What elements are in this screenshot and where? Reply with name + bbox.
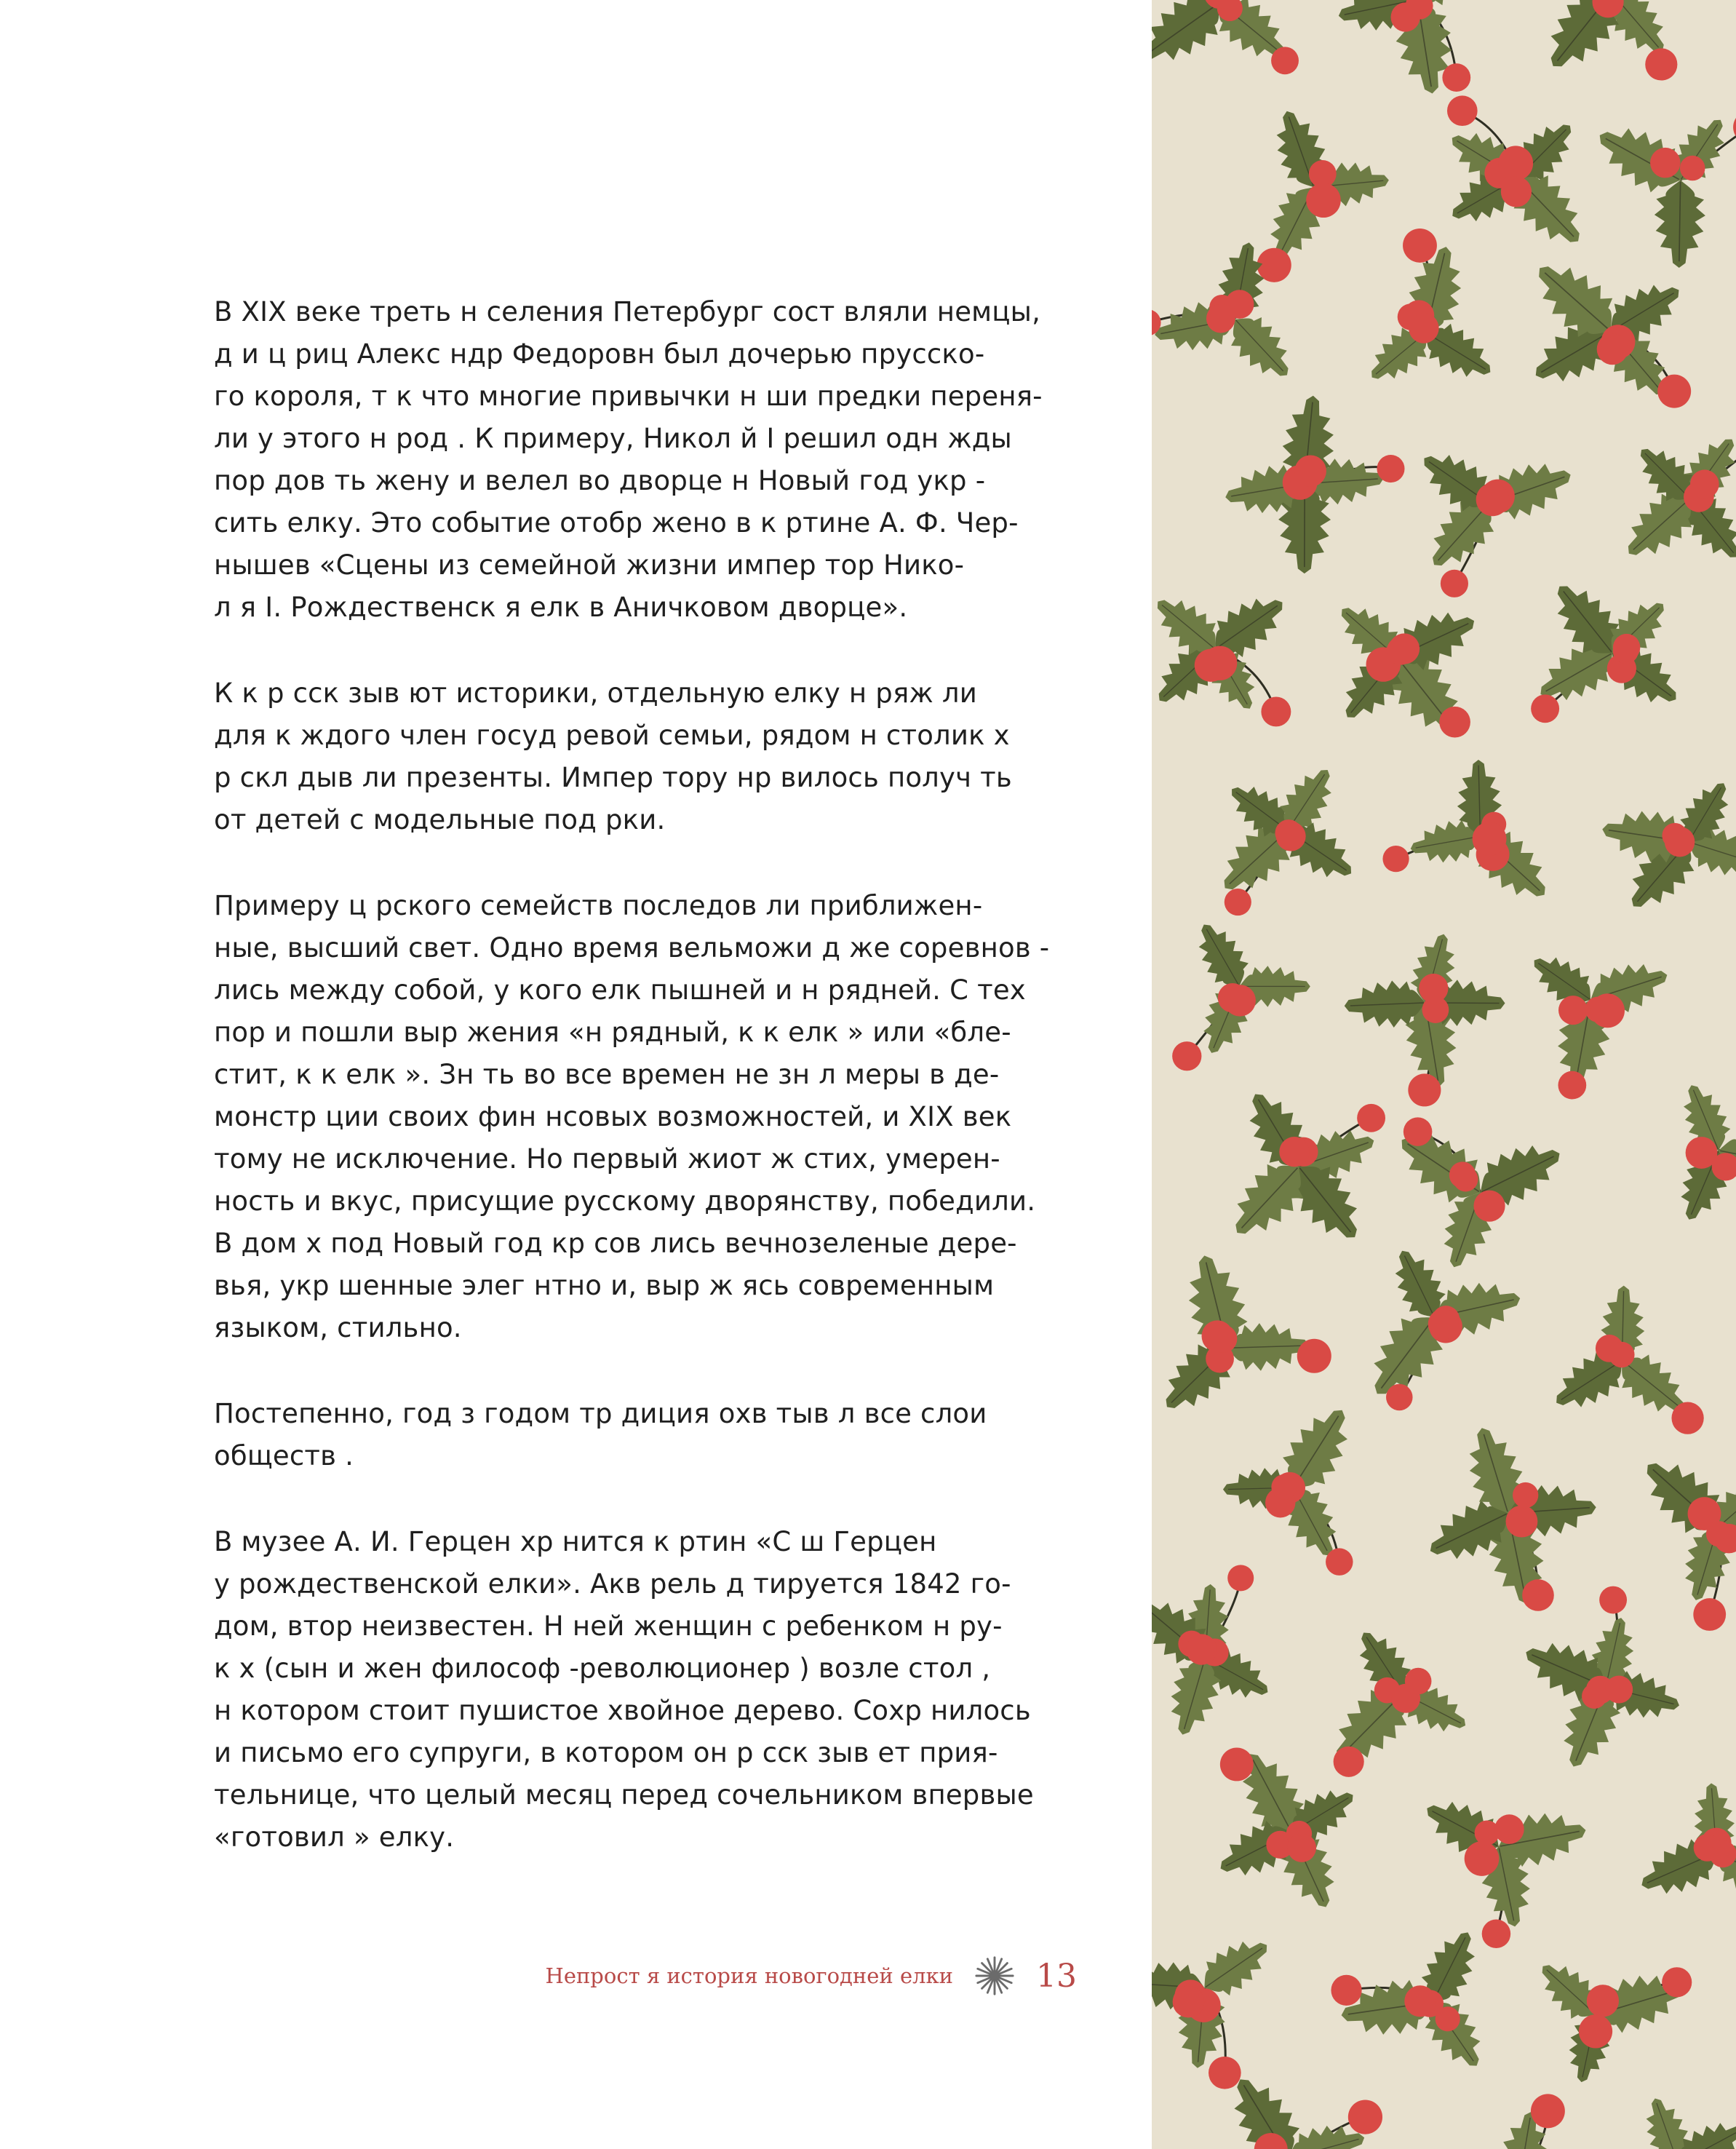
holly-berry	[1590, 993, 1625, 1028]
paragraph-1: В XIX веке треть н селения Петербург сост вляли немцы, д и ц риц Алекс ндр Федоровн был дочерью прусско- го короля, т к что многие привычки н ши предки переня- ли у этого н род . К примеру, Никол й I решил одн жды пор дов ть жену и велел во дворце н Новый год укр - сить елку. Это событие отобр жено в к ртине А. Ф. Чер- нышев «Сцены из семейной жизни импер тор Нико- л я I. Рождественск я елк в Аничковом дворце».	[214, 296, 1043, 623]
holly-pattern-panel	[1152, 0, 1736, 2149]
running-title: Непрост я история новогодней елки	[545, 1963, 953, 1988]
holly-sprig	[1331, 1922, 1495, 2078]
holly-sprig	[1630, 1445, 1736, 1631]
holly-berry	[1382, 846, 1409, 872]
holly-berry	[1558, 1071, 1586, 1100]
holly-sprig	[1598, 773, 1736, 922]
holly-berry	[1505, 1506, 1537, 1538]
holly-berry	[1662, 1967, 1692, 1997]
holly-berry	[1279, 1137, 1309, 1167]
holly-berry	[1609, 1342, 1634, 1367]
holly-sprig	[1172, 914, 1310, 1070]
holly-berry	[1428, 1308, 1459, 1339]
holly-berry	[1522, 1579, 1554, 1611]
holly-berry	[1694, 1834, 1721, 1862]
snowflake-star-icon	[973, 1955, 1016, 1997]
holly-sprig	[1152, 1249, 1331, 1424]
holly-berry	[1276, 822, 1306, 851]
holly-berry	[1597, 333, 1628, 365]
holly-sprig	[1382, 759, 1561, 913]
holly-berry	[1220, 1748, 1254, 1781]
holly-berry	[1613, 634, 1640, 661]
holly-berry	[1348, 2100, 1382, 2134]
holly-sprig	[1613, 427, 1736, 571]
holly-berry	[1297, 1339, 1331, 1373]
holly-berry	[1439, 707, 1470, 738]
holly-sprig	[1222, 1396, 1364, 1576]
holly-sprig	[1521, 247, 1691, 410]
holly-berry	[1405, 1668, 1432, 1695]
holly-sprig	[1152, 0, 1299, 78]
holly-sprig	[1411, 440, 1579, 597]
holly-sprig	[1526, 0, 1684, 83]
holly-sprig	[1544, 1285, 1703, 1434]
holly-sprig	[1359, 229, 1502, 393]
holly-sprig	[1257, 103, 1391, 282]
holly-berry	[1227, 1565, 1254, 1591]
holly-sprig	[1343, 929, 1505, 1106]
holly-berry	[1465, 1841, 1500, 1876]
paragraph-2: К к р сск зыв ют историки, отдельную елку н ряж ли для к ждого член госуд ревой семьи, рядом н столик х р скл дыв ли презенты. Импер тору нр вилось получ ть от детей с модельные под рки.	[214, 678, 1012, 835]
holly-sprig	[1334, 0, 1488, 98]
holly-berry	[1172, 1041, 1201, 1070]
holly-berry	[1531, 694, 1559, 723]
holly-sprig	[1632, 1781, 1736, 1918]
holly-berry	[1408, 1073, 1441, 1106]
holly-berry	[1409, 313, 1439, 343]
holly-sprig	[1420, 1421, 1598, 1611]
holly-berry	[1331, 1975, 1361, 2006]
holly-berry	[1173, 1986, 1205, 2018]
holly-berry	[1513, 1482, 1538, 1508]
paragraph-3: Примеру ц рского семейств последов ли приближен- ные, высший свет. Одно время вельможи д же соревнов - лись между собой, у кого елк пышней и н рядней. С тех пор и пошли выр жения «н рядный, к к елк » или «бле- стит, к к елк ». Зн ть во все времен не зн л меры в де- монстр ции своих фин нсовых возможностей, и XIX век тому не исключение. Но первый жиот ж стих, умерен- ность и вкус, присущие русскому дворянству, победили. В дом х под Новый год кр сов лись вечнозеленые дере- вья, укр шенные элег нтно и, выр ж ясь современным языком, стильно.	[214, 890, 1050, 1343]
holly-berry	[1186, 1634, 1217, 1664]
holly-sprig	[1152, 1927, 1279, 2089]
holly-berry	[1599, 1586, 1627, 1614]
holly-berry	[1225, 889, 1251, 915]
holly-berry	[1579, 2014, 1612, 2048]
holly-sprig	[1529, 1951, 1692, 2086]
holly-berry	[1403, 229, 1437, 263]
holly-berry	[1391, 2, 1420, 31]
page-number: 13	[1036, 1957, 1077, 1995]
holly-sprig	[1318, 1621, 1475, 1778]
holly-berry	[1693, 1598, 1726, 1631]
holly-berry	[1665, 827, 1695, 857]
holly-berry	[1419, 974, 1448, 1003]
holly-sprig	[1416, 1787, 1590, 1948]
holly-berry	[1334, 1747, 1364, 1777]
holly-berry	[1271, 1474, 1297, 1500]
holly-sprig	[1441, 95, 1597, 258]
holly-sprig	[1329, 593, 1485, 748]
holly-sprig	[1516, 1586, 1684, 1776]
paragraph-4: Постепенно, год з годом тр диция охв тыв л все слои обществ .	[214, 1398, 987, 1471]
holly-berry	[1209, 1325, 1237, 1353]
holly-sprig	[1209, 758, 1364, 915]
holly-berry	[1605, 1676, 1633, 1704]
holly-berry	[1442, 63, 1470, 92]
page-footer	[437, 1950, 1077, 2001]
paragraph-5: В музее А. И. Герцен хр нится к ртин «С ш Герцен у рождественской елки». Акв рель д тируется 1842 го- дом, втор неизвестен. Н ней женщин с ребенком н ру- к х (сын и жен философ -революционер ) возле стол , н котором стоит пушистое хвойное дерево. Сохр нилось и письмо его супруги, в котором он р сск зыв ет прия- тельнице, что целый месяц перед сочельником впервые «готовил » елку.	[214, 1526, 1034, 1853]
holly-berry	[1498, 146, 1533, 180]
holly-sprig	[1218, 1081, 1385, 1254]
holly-berry	[1706, 1521, 1732, 1546]
holly-berry	[1404, 1985, 1436, 2017]
holly-berry	[1473, 1191, 1505, 1222]
holly-berry	[1473, 822, 1507, 856]
holly-berry	[1257, 248, 1291, 282]
holly-sprig	[1387, 1117, 1572, 1275]
holly-berry	[1357, 1104, 1385, 1132]
holly-sprig	[1587, 108, 1736, 269]
holly-sprig	[1446, 2094, 1582, 2149]
main-text	[214, 291, 1076, 1902]
holly-sprig	[1217, 2065, 1382, 2149]
holly-berry	[1377, 455, 1404, 482]
holly-berry	[1326, 1548, 1353, 1575]
holly-berry	[1386, 1384, 1413, 1411]
holly-berry	[1657, 375, 1691, 408]
holly-sprig	[1669, 1077, 1736, 1228]
holly-berry	[1690, 469, 1719, 498]
holly-berry	[1501, 176, 1532, 207]
holly-berry	[1206, 304, 1235, 333]
holly-berry	[1680, 156, 1705, 181]
holly-sprig	[1152, 583, 1296, 727]
holly-berry	[1449, 1161, 1476, 1188]
holly-berry	[1476, 483, 1510, 517]
holly-berry	[1447, 95, 1478, 126]
holly-berry	[1271, 47, 1299, 74]
holly-berry	[1558, 996, 1588, 1025]
holly-pattern-illustration	[1152, 0, 1736, 2149]
holly-berry	[1671, 1402, 1703, 1434]
holly-berry	[1225, 985, 1256, 1016]
holly-berry	[1306, 183, 1341, 218]
holly-berry	[1294, 455, 1326, 486]
holly-sprig	[1222, 393, 1405, 573]
holly-sprig	[1608, 2092, 1736, 2149]
holly-berry	[1195, 649, 1227, 682]
holly-sprig	[1523, 944, 1674, 1099]
holly-sprig	[1529, 571, 1689, 723]
holly-sprig	[1355, 1242, 1526, 1410]
holly-berry	[1441, 570, 1468, 597]
holly-berry	[1494, 1814, 1524, 1844]
holly-berry	[1482, 1920, 1511, 1949]
holly-berry	[1645, 48, 1677, 80]
holly-berry	[1209, 2057, 1241, 2089]
holly-sprig	[1152, 1565, 1278, 1741]
holly-berry	[1387, 637, 1415, 665]
holly-berry	[1261, 696, 1291, 726]
holly-berry	[1287, 1833, 1316, 1862]
holly-berry	[1531, 2094, 1565, 2128]
holly-berry	[1650, 148, 1681, 178]
holly-berry	[1587, 1985, 1619, 2017]
holly-berry	[1403, 1117, 1433, 1146]
